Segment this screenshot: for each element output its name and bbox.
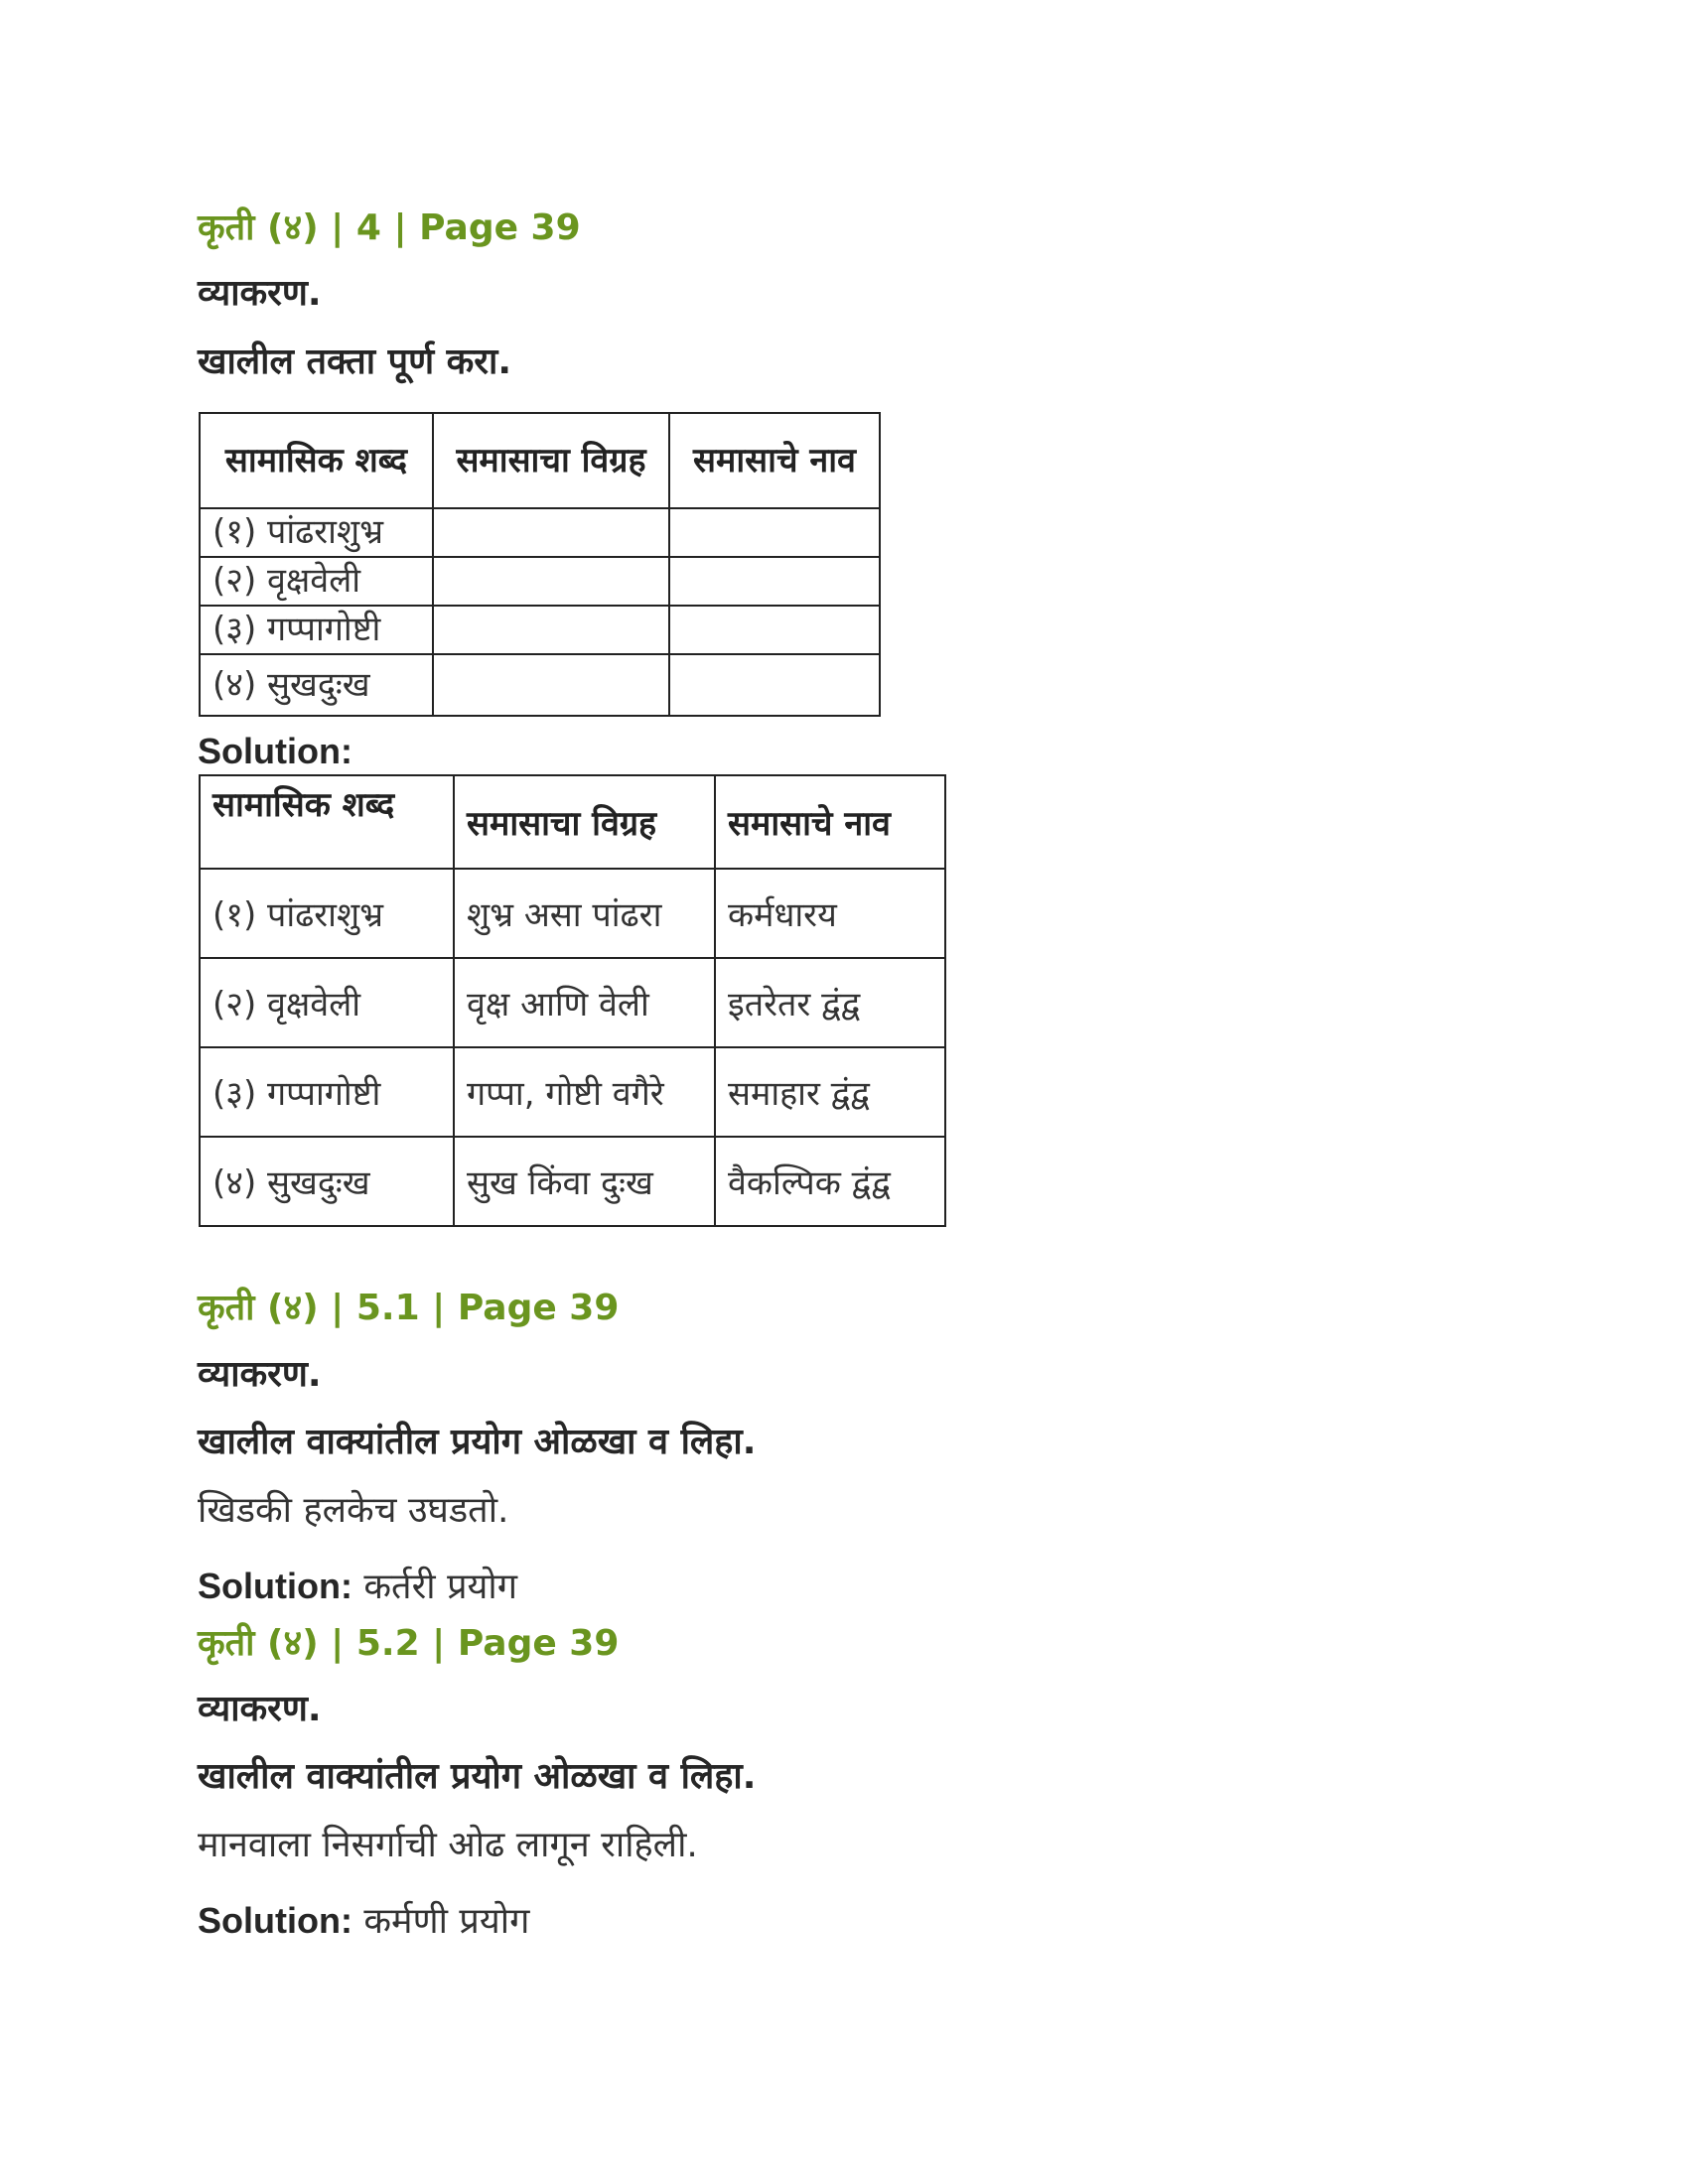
section-instruction: खालील वाक्यांतील प्रयोग ओळखा व लिहा. <box>198 1422 757 1462</box>
section-topic: व्याकरण. <box>198 273 322 314</box>
section-heading-4: कृती (४) | 4 | Page 39 <box>198 207 581 248</box>
solution-label: Solution: <box>198 731 352 771</box>
section-heading-5-2: कृती (४) | 5.2 | Page 39 <box>198 1623 620 1664</box>
table-cell: सुख किंवा दुःख <box>454 1137 715 1226</box>
question-sentence: मानवाला निसर्गाची ओढ लागून राहिली. <box>198 1825 698 1865</box>
table-header-cell: समासाचे नाव <box>715 775 945 869</box>
solution-line <box>198 1565 517 1608</box>
table-cell-empty <box>433 508 669 557</box>
solution-label: Solution: <box>198 1566 352 1606</box>
table-cell-empty <box>669 606 880 654</box>
table-row <box>200 557 880 606</box>
table-cell: (४) सुखदुःख <box>200 654 433 716</box>
table-cell: शुभ्र असा पांढरा <box>454 869 715 958</box>
question-sentence: खिडकी हलकेच उघडतो. <box>198 1490 509 1531</box>
section-instruction: खालील वाक्यांतील प्रयोग ओळखा व लिहा. <box>198 1756 757 1797</box>
table-cell: (३) गप्पागोष्टी <box>200 606 433 654</box>
table-cell-empty <box>669 557 880 606</box>
section-topic: व्याकरण. <box>198 1354 322 1395</box>
solution-answer: कर्तरी प्रयोग <box>363 1567 518 1607</box>
table-cell-empty <box>669 508 880 557</box>
section-topic: व्याकरण. <box>198 1689 322 1729</box>
table-cell: वैकल्पिक द्वंद्व <box>715 1137 945 1226</box>
table-row <box>200 654 880 716</box>
table-cell-empty <box>669 654 880 716</box>
table-header-cell: सामासिक शब्द <box>200 413 433 508</box>
table-row <box>200 869 945 958</box>
table-cell: समाहार द्वंद्व <box>715 1047 945 1137</box>
table-cell: (३) गप्पागोष्टी <box>200 1047 454 1137</box>
table-header-cell: सामासिक शब्द <box>200 775 454 869</box>
table-row <box>200 606 880 654</box>
table-cell-empty <box>433 557 669 606</box>
table-header-row <box>200 775 945 869</box>
table-cell: कर्मधारय <box>715 869 945 958</box>
table-cell: वृक्ष आणि वेली <box>454 958 715 1047</box>
question-table <box>199 412 881 717</box>
table-cell: गप्पा, गोष्टी वगैरे <box>454 1047 715 1137</box>
solution-line <box>198 1899 529 1943</box>
table-cell: (४) सुखदुःख <box>200 1137 454 1226</box>
table-cell: (२) वृक्षवेली <box>200 557 433 606</box>
table-row <box>200 508 880 557</box>
table-cell-empty <box>433 606 669 654</box>
section-heading-5-1: कृती (४) | 5.1 | Page 39 <box>198 1288 620 1328</box>
table-cell-empty <box>433 654 669 716</box>
table-row <box>200 958 945 1047</box>
solution-table <box>199 774 946 1227</box>
table-header-cell: समासाचा विग्रह <box>454 775 715 869</box>
table-cell: (२) वृक्षवेली <box>200 958 454 1047</box>
table-header-cell: समासाचा विग्रह <box>433 413 669 508</box>
solution-label: Solution: <box>198 1900 352 1941</box>
table-row <box>200 1137 945 1226</box>
solution-answer: कर्मणी प्रयोग <box>363 1901 530 1942</box>
table-header-cell: समासाचे नाव <box>669 413 880 508</box>
table-cell: इतरेतर द्वंद्व <box>715 958 945 1047</box>
table-row <box>200 1047 945 1137</box>
section-instruction: खालील तक्ता पूर्ण करा. <box>198 341 512 382</box>
table-header-row <box>200 413 880 508</box>
table-cell: (१) पांढराशुभ्र <box>200 508 433 557</box>
table-cell: (१) पांढराशुभ्र <box>200 869 454 958</box>
